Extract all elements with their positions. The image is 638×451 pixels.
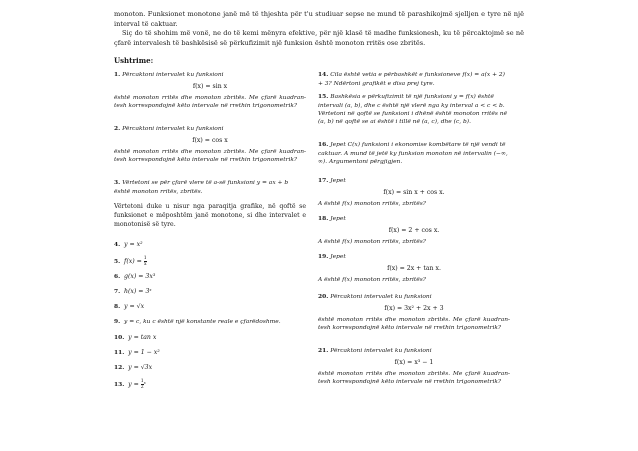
exercise-text: Cila është vetia e përbashkët e funksioneve f(x) = a(x + 2) + 3? Ndërtoni grafikët e disa prej tyre. bbox=[318, 72, 505, 87]
exercise-10 bbox=[114, 334, 306, 342]
fraction bbox=[144, 256, 147, 267]
exercise-16 bbox=[318, 141, 510, 166]
exercise-text: Përcaktoni intervalet ku funksioni bbox=[122, 72, 224, 79]
exercise-formula: y = x² bbox=[124, 241, 143, 249]
exercise-number: 10. bbox=[114, 334, 125, 342]
exercise-17 bbox=[318, 177, 510, 207]
exercise-formula: f(x) = bbox=[124, 258, 144, 266]
exercise-formula: f(x) = cos x bbox=[192, 136, 228, 144]
exercise-number: 17. bbox=[318, 177, 329, 185]
exercise-21 bbox=[318, 347, 510, 386]
exercise-text: Përcaktoni intervalet ku funksioni bbox=[330, 348, 432, 355]
exercise-13 bbox=[114, 379, 306, 390]
exercise-7 bbox=[114, 288, 306, 296]
exercise-18 bbox=[318, 215, 510, 245]
exercise-number: 20. bbox=[318, 293, 329, 301]
exercise-number: 7. bbox=[114, 288, 121, 296]
exercise-formula: y = bbox=[128, 381, 141, 389]
exercise-number: 2. bbox=[114, 125, 121, 133]
exercise-formula: y = √3x bbox=[128, 364, 153, 372]
exercise-number: 13. bbox=[114, 381, 125, 389]
exercise-number: 9. bbox=[114, 318, 121, 326]
intro-paragraph-2: Siç do të shohim më vonë, ne do të kemi mënyra efektive, për një klasë të madhe funksionesh, ku të përcaktojmë se në çfarë intervalesh të bashkësisë së përkufizimit një funksion është monoton rritës ose zbritës. bbox=[114, 29, 524, 47]
exercise-formula: f(x) = sin x + cos x. bbox=[383, 188, 445, 196]
exercise-text: Përcaktoni intervalet ku funksioni bbox=[122, 126, 224, 133]
exercise-8 bbox=[114, 303, 306, 311]
exercise-number: 19. bbox=[318, 253, 329, 261]
exercise-number: 5. bbox=[114, 258, 121, 266]
exercise-formula: f(x) = x³ − 1 bbox=[394, 358, 434, 366]
exercise-formula: f(x) = 3x² + 2x + 3 bbox=[384, 304, 444, 312]
fraction-denominator: 2 bbox=[140, 385, 144, 391]
exercise-number: 3. bbox=[114, 179, 121, 187]
fraction-denominator: x bbox=[143, 262, 147, 268]
exercise-formula: y = c, ku c është një konstante reale e çfarëdoshme. bbox=[124, 319, 281, 326]
exercise-number: 12. bbox=[114, 364, 125, 372]
fraction-numerator: 1 bbox=[140, 379, 144, 385]
exercise-number: 16. bbox=[318, 141, 329, 149]
exercise-number: 11. bbox=[114, 349, 125, 357]
exercise-number: 21. bbox=[318, 347, 329, 355]
exercise-1 bbox=[114, 71, 306, 110]
exercise-formula: f(x) = 2x + tan x. bbox=[387, 264, 441, 272]
exercise-2 bbox=[114, 125, 306, 164]
section-title: Ushtrime: bbox=[114, 56, 154, 66]
exercise-4 bbox=[114, 241, 306, 249]
exercise-note: A është f(x) monoton rritës, zbritës? bbox=[318, 238, 426, 245]
exercise-note: është monoton rritës dhe monoton zbritës. Me çfarë kuadran-tesh korrespondojnë këto intervale në rrethin trigonometrik? bbox=[318, 370, 510, 385]
exercise-text: Jepet bbox=[330, 254, 346, 261]
exercise-6 bbox=[114, 273, 306, 281]
verify-text: Vërtetoni duke u nisur nga paraqitja grafike, në qoftë se funksionet e mëposhtëm janë monotone, si dhe intervalet e monotonisë së tyre. bbox=[114, 203, 306, 228]
exercise-9 bbox=[114, 318, 306, 326]
exercise-12 bbox=[114, 364, 306, 372]
exercise-note: është monoton rritës dhe monoton zbritës. Me çfarë kuadran-tesh korrespondojnë këto intervale në rrethin trigonometrik? bbox=[318, 316, 510, 331]
exercise-number: 4. bbox=[114, 241, 121, 249]
exercise-formula: y = tan x bbox=[128, 334, 157, 342]
exercise-text: Bashkësia e përkufizimit të një funksioni y = f(x) është intervali (a, b), dhe c është një vlerë nga ky interval a < c < b. Vërtetoni në qoftë se funksioni i dhënë është monoton rritës në (a, b) në qoftë se ai është i tillë në (a, c), dhe (c, b). bbox=[318, 94, 508, 125]
document-page bbox=[114, 10, 524, 431]
exercise-text: Jepet bbox=[330, 216, 346, 223]
exercise-3 bbox=[114, 179, 306, 195]
exercise-number: 15. bbox=[318, 93, 329, 101]
exercise-formula: g(x) = 3x³ bbox=[124, 273, 156, 281]
exercise-11 bbox=[114, 349, 306, 357]
intro-paragraph-1: monoton. Funksionet monotone janë më të thjeshta për t'u studiuar sepse ne mund të parashikojmë sjelljen e tyre në një interval të caktuar. bbox=[114, 10, 524, 28]
exercise-note: A është f(x) monoton rritës, zbritës? bbox=[318, 200, 426, 207]
exercise-number: 14. bbox=[318, 71, 329, 79]
exercise-20 bbox=[318, 293, 510, 332]
exercise-text: Përcaktoni intervalet ku funksioni bbox=[330, 294, 432, 301]
exercise-number: 18. bbox=[318, 215, 329, 223]
exercise-15 bbox=[318, 93, 510, 126]
fraction-numerator: 1 bbox=[143, 256, 147, 262]
exercise-text: Jepet bbox=[330, 178, 346, 185]
verify-instructions bbox=[114, 203, 306, 229]
exercise-formula: f(x) = 2 + cos x. bbox=[388, 226, 440, 234]
exercise-formula: f(x) = sin x bbox=[192, 82, 228, 90]
exercise-number: 1. bbox=[114, 71, 121, 79]
exercise-formula: y = √x bbox=[124, 303, 145, 311]
exercise-14 bbox=[318, 71, 510, 87]
exponent: ˣ bbox=[143, 382, 146, 389]
exercise-formula: h(x) = 3ˣ bbox=[124, 288, 152, 296]
exercise-note: A është f(x) monoton rritës, zbritës? bbox=[318, 276, 426, 283]
exercise-note: është monoton rritës dhe monoton zbritës. Me çfarë kuadran-tesh korrespondojnë këto intervale në rrethin trigonometrik? bbox=[114, 148, 306, 163]
exercise-5 bbox=[114, 256, 306, 267]
exercise-note: është monoton rritës dhe monoton zbritës. Me çfarë kuadran-tesh korrespondojnë këto intervale në rrethin trigonometrik? bbox=[114, 94, 306, 109]
exercise-19 bbox=[318, 253, 510, 283]
exercise-text: Jepet C(x) funksioni i ekonomise kombëtare të një vendi të caktuar. A mund të jetë ky funksion monoton në intervalin (−∞, ∞). Argumentoni përgjigjen. bbox=[318, 142, 508, 165]
exercise-text: Vërtetoni se për çfarë vlere të a-së funksioni y = ax + b është monoton rritës, zbritës. bbox=[114, 180, 289, 195]
exercise-columns bbox=[114, 71, 524, 431]
exercise-formula: y = 1 − x² bbox=[128, 349, 160, 357]
exercise-number: 8. bbox=[114, 303, 121, 311]
exercise-number: 6. bbox=[114, 273, 121, 281]
